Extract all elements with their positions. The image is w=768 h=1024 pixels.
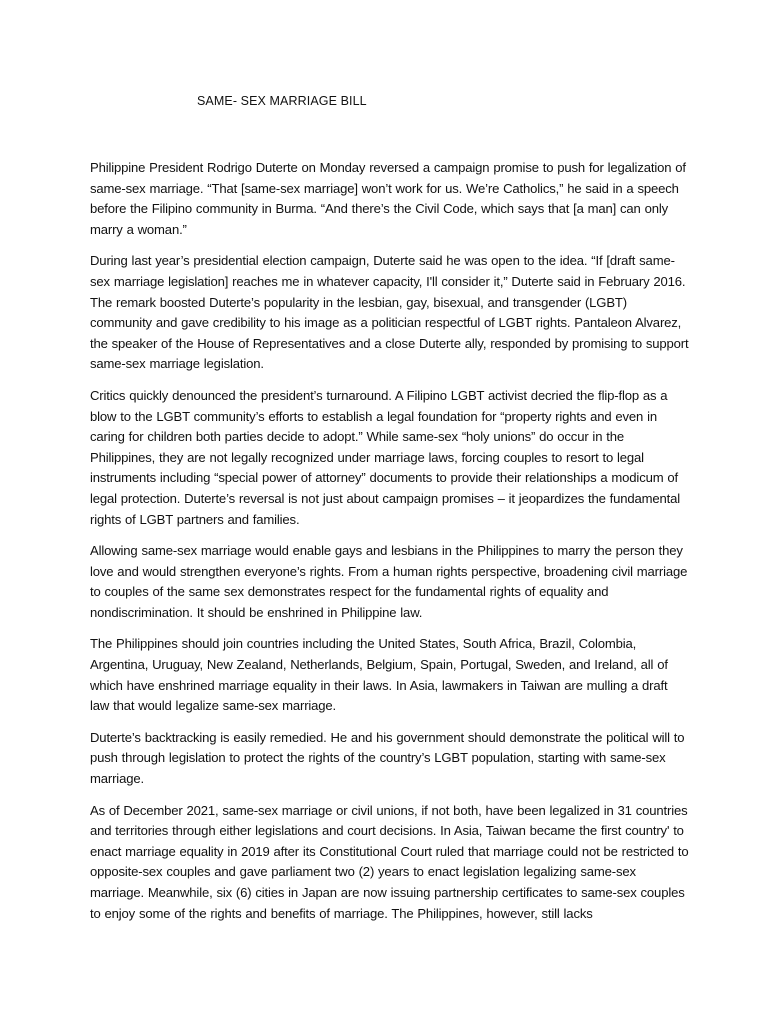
paragraph-4: Allowing same-sex marriage would enable gays and lesbians in the Philippines to marry the person they love and would strengthen everyone’s rights. From a human rights perspective, broadening civil marriage to couples of the same sex demonstrates respect for the fundamental rights of equality and nondiscrimination. It should be enshrined in Philippine law. (90, 543, 688, 620)
paragraph-5: The Philippines should join countries including the United States, South Africa, Brazil, Colombia, Argentina, Uruguay, New Zealand, Netherlands, Belgium, Spain, Portugal, Sweden, and Ireland, all of which have enshrined marriage equality in their laws. In Asia, lawmakers in Taiwan are mulling a draft law that would legalize same-sex marriage. (90, 636, 668, 714)
paragraph-6: Duterte’s backtracking is easily remedied. He and his government should demonstrate the political will to push through legislation to protect the rights of the country’s LGBT population, starting with same-sex marriage. (90, 729, 685, 787)
paragraph-1: Philippine President Rodrigo Duterte on Monday reversed a campaign promise to push for legalization of same-sex marriage. “That [same-sex marriage] won’t work for us. We’re Catholics,” he said in a speech before the Filipino community in Burma. “And there’s the Civil Code, which says that [a man] can only marry a woman.” (90, 160, 686, 237)
paragraph-3: Critics quickly denounced the president’s turnaround. A Filipino LGBT activist decried the flip-flop as a blow to the LGBT community’s efforts to establish a legal foundation for “property rights and even in caring for children both parties decide to adopt.” While same-sex “holy unions” do occur in the Philippines, they are not legally recognized under marriage laws, forcing couples to resort to legal instruments including “special power of attorney” documents to provide their relationships a modicum of legal protection. Duterte’s reversal is not just about campaign promises – it jeopardizes the fundamental rights of LGBT partners and families. (90, 387, 681, 527)
document-title: SAME- SEX MARRIAGE BILL (197, 94, 367, 108)
document-body (90, 158, 690, 935)
paragraph-7: As of December 2021, same-sex marriage or civil unions, if not both, have been legalized in 31 countries and territories through either legislations and court decisions. In Asia, Taiwan became the first country' to enact marriage equality in 2019 after its Constitutional Court ruled that marriage could not be restricted to opposite-sex couples and gave parliament two (2) years to enact legislation legalizing same-sex marriage. Meanwhile, six (6) cities in Japan are now issuing partnership certificates to same-sex couples to enjoy some of the rights and benefits of marriage. The Philippines, however, still lacks (90, 802, 689, 921)
paragraph-2: During last year’s presidential election campaign, Duterte said he was open to the idea. “If [draft same-sex marriage legislation] reaches me in whatever capacity, I'll consider it,” Duterte said in February 2016. The remark boosted Duterte’s popularity in the lesbian, gay, bisexual, and transgender (LGBT) community and gave credibility to his image as a politician respectful of LGBT rights. Pantaleon Alvarez, the speaker of the House of Representatives and a close Duterte ally, responded by promising to support same-sex marriage legislation. (90, 253, 689, 372)
